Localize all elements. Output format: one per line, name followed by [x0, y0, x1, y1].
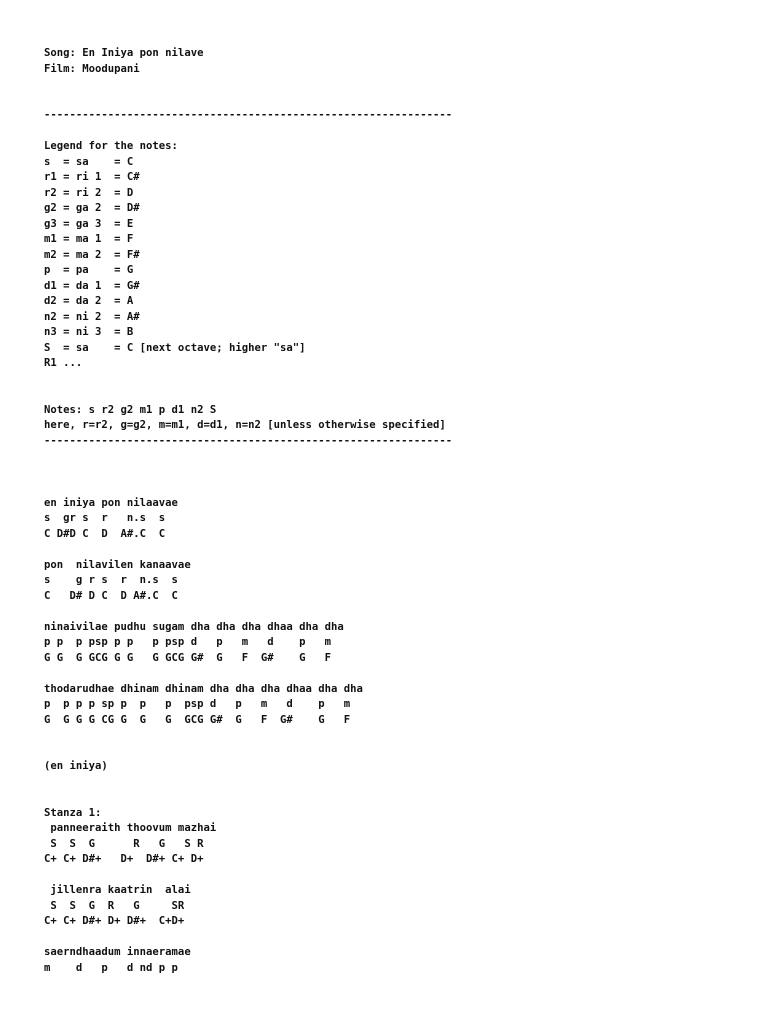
document-line: Stanza 1:: [44, 806, 102, 819]
document-line: [44, 604, 744, 620]
document-line: [44, 775, 744, 791]
document-line: [44, 744, 744, 760]
document-line: r2 = ri 2 = D: [44, 186, 134, 199]
document-line: [44, 868, 744, 884]
document-line: S S G R G S R: [44, 837, 204, 850]
document-line: [44, 542, 744, 558]
document-line: C D# D C D A#.C C: [44, 589, 178, 602]
document-line: [44, 465, 744, 481]
document-line: jillenra kaatrin alai: [44, 884, 191, 896]
document-line: [44, 124, 744, 140]
document-line: C+ C+ D#+ D+ D#+ C+ D+: [44, 853, 204, 865]
document-line: [44, 666, 744, 682]
document-line: saerndhaadum innaeramae: [44, 946, 191, 958]
document-line: [44, 449, 744, 465]
document-line: n3 = ni 3 = B: [44, 326, 134, 338]
document-line: [44, 480, 744, 496]
document-line: m d p d nd p p: [44, 961, 178, 974]
document-line: [44, 930, 744, 946]
document-line: s = sa = C: [44, 155, 134, 168]
document-line: Song: En Iniya pon nilave: [44, 47, 204, 59]
document-line: g3 = ga 3 = E: [44, 217, 134, 230]
document-line: d2 = da 2 = A: [44, 295, 134, 307]
document-line: Notes: s r2 g2 m1 p d1 n2 S: [44, 403, 217, 416]
document-line: p = pa = G: [44, 264, 134, 276]
document-line: ninaivilae pudhu sugam dha dha dha dhaa dha dha: [44, 620, 344, 633]
document-line: [44, 790, 744, 806]
document-line: s gr s r n.s s: [44, 512, 166, 524]
document-line: [44, 77, 744, 93]
document-line: S = sa = C [next octave; higher "sa"]: [44, 341, 306, 354]
document-line: Legend for the notes:: [44, 140, 178, 152]
document-line: g2 = ga 2 = D#: [44, 202, 140, 214]
document-line: G G G GCG G G G GCG G# G F G# G F: [44, 651, 332, 664]
document-line: [44, 387, 744, 403]
document-line: n2 = ni 2 = A#: [44, 310, 140, 323]
document-line: ----------------------------------------------------------------: [44, 109, 453, 121]
document-line: d1 = da 1 = G#: [44, 279, 140, 292]
document-line: en iniya pon nilaavae: [44, 496, 178, 509]
document-line: (en iniya): [44, 760, 108, 772]
document-line: ----------------------------------------------------------------: [44, 434, 453, 447]
document-line: C D#D C D A#.C C: [44, 527, 166, 540]
document-line: m1 = ma 1 = F: [44, 233, 134, 245]
document-line: R1 ...: [44, 357, 83, 369]
document-line: here, r=r2, g=g2, m=m1, d=d1, n=n2 [unless otherwise specified]: [44, 419, 446, 431]
document-line: S S G R G SR: [44, 899, 185, 912]
document-line: [44, 728, 744, 744]
document-line: [44, 372, 744, 388]
document-line: r1 = ri 1 = C#: [44, 171, 140, 183]
document-line: p p p p sp p p p psp d p m d p m: [44, 698, 351, 710]
document-line: thodarudhae dhinam dhinam dha dha dha dhaa dha dha: [44, 682, 363, 695]
document-line: s g r s r n.s s: [44, 574, 178, 586]
document-line: G G G G CG G G G GCG G# G F G# G F: [44, 713, 351, 726]
document-line: m2 = ma 2 = F#: [44, 248, 140, 261]
document-line: panneeraith thoovum mazhai: [44, 822, 217, 834]
document-line: pon nilavilen kanaavae: [44, 558, 191, 571]
document-line: [44, 93, 744, 109]
document-line: Film: Moodupani: [44, 62, 140, 75]
notation-document: [44, 46, 744, 976]
document-line: C+ C+ D#+ D+ D#+ C+D+: [44, 915, 185, 927]
document-line: p p p psp p p p psp d p m d p m: [44, 636, 332, 648]
